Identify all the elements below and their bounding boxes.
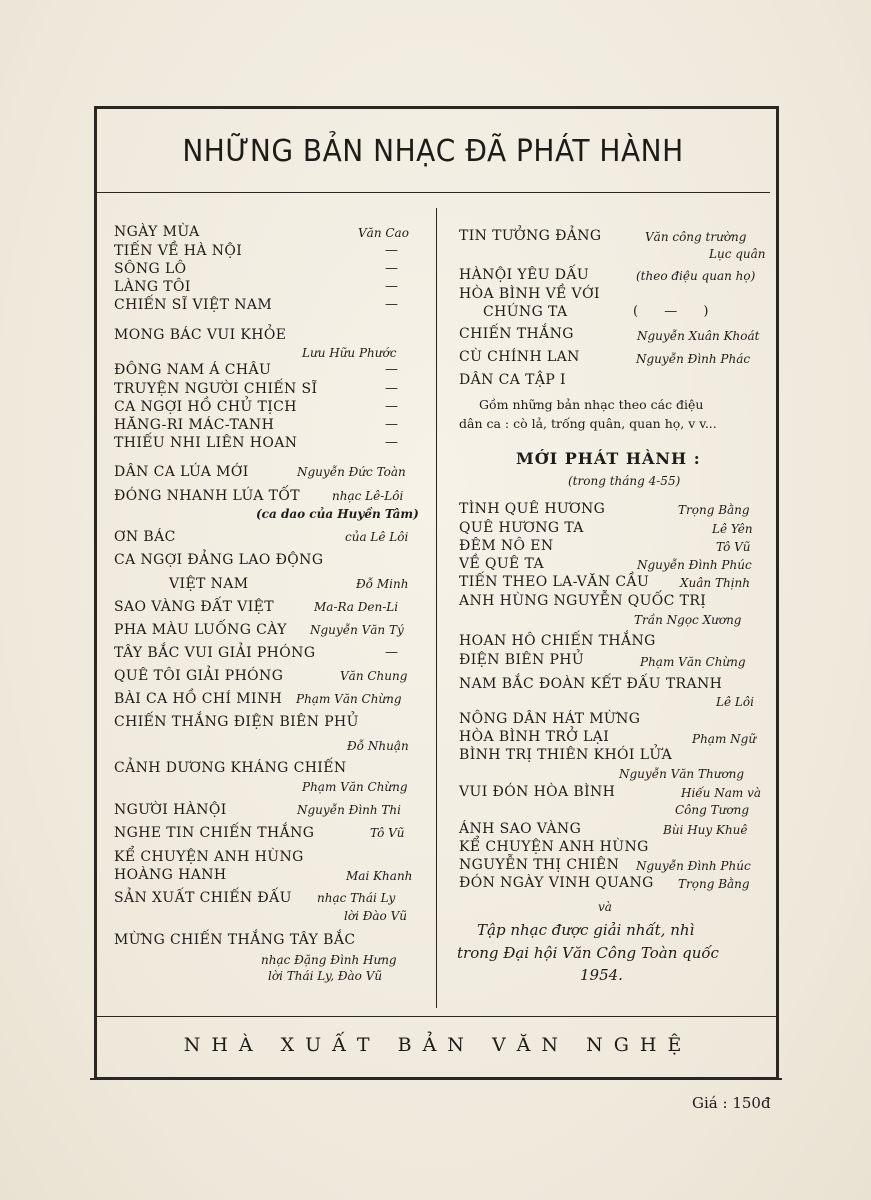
- song-title: NGUYỄN THỊ CHIÊN: [459, 857, 620, 873]
- ditto-mark: —: [385, 243, 398, 258]
- song-title: ĐÔNG NAM Á CHÂU: [114, 362, 272, 378]
- song-author: Nguyễn Đức Toàn: [297, 465, 406, 479]
- footer-divider: [96, 1016, 776, 1017]
- song-title: NAM BẮC ĐOÀN KẾT ĐẤU TRANH: [459, 676, 723, 692]
- song-title: SÔNG LÔ: [114, 261, 187, 277]
- song-author: Ma-Ra Den-Li: [314, 600, 399, 614]
- song-title: VỀ QUÊ TA: [459, 556, 545, 572]
- closing-note: Tập nhạc được giải nhất, nhì: [477, 921, 695, 939]
- song-author: (theo điệu quan họ): [636, 269, 756, 283]
- song-author: Trần Ngọc Xương: [634, 613, 742, 627]
- song-author: Nguyễn Xuân Khoát: [637, 329, 760, 343]
- song-author: nhạc Thái Ly: [317, 891, 396, 905]
- ditto-mark: —: [385, 435, 398, 450]
- publisher-name: NHÀ XUẤT BẢN VĂN NGHỆ: [183, 1034, 693, 1056]
- song-title: LÀNG TÔI: [114, 279, 191, 295]
- song-title: TÌNH QUÊ HƯƠNG: [459, 501, 606, 517]
- song-title: QUÊ HƯƠNG TA: [459, 520, 584, 536]
- song-author: lời Thái Ly, Đào Vũ: [268, 969, 383, 983]
- song-title: CHÚNG TA: [483, 304, 568, 320]
- description-text: dân ca : cò lả, trống quân, quan họ, v v...: [459, 416, 717, 431]
- page-title: NHỮNG BẢN NHẠC ĐÃ PHÁT HÀNH: [182, 132, 684, 169]
- header-divider: [96, 192, 770, 193]
- song-title: QUÊ TÔI GIẢI PHÓNG: [114, 668, 284, 684]
- song-title: TIẾN THEO LA-VĂN CẦU: [459, 574, 650, 590]
- song-title: TRUYỆN NGƯỜI CHIẾN SĨ: [114, 381, 318, 397]
- song-author: Trọng Bằng: [678, 503, 750, 517]
- song-author: Lưu Hữu Phước: [302, 346, 397, 360]
- song-author: của Lê Lôi: [345, 530, 409, 544]
- song-author: Xuân Thịnh: [680, 576, 750, 590]
- ditto-mark: —: [385, 362, 398, 377]
- song-title: NÔNG DÂN HÁT MỪNG: [459, 711, 641, 727]
- song-author: Nguyễn Đình Thi: [297, 803, 401, 817]
- song-title: ĐÓN NGÀY VINH QUANG: [459, 875, 654, 891]
- footer-bottom-rule: [90, 1078, 782, 1080]
- song-title: TIN TƯỞNG ĐẢNG: [459, 228, 602, 244]
- ditto-mark: —: [385, 297, 398, 312]
- description-text: Gồm những bản nhạc theo các điệu: [479, 397, 704, 412]
- song-title: ÁNH SAO VÀNG: [459, 821, 582, 837]
- song-author: Nguyễn Văn Tý: [310, 623, 404, 637]
- song-title: NGƯỜI HÀNỘI: [114, 802, 227, 818]
- song-author: Văn Chung: [340, 669, 408, 683]
- closing-note: trong Đại hội Văn Công Toàn quốc: [457, 944, 719, 962]
- song-title: VIỆT NAM: [169, 576, 249, 592]
- song-author: Lục quân: [709, 247, 766, 261]
- ditto-mark: —: [385, 417, 398, 432]
- song-author: Tô Vũ: [370, 826, 405, 840]
- song-title: HOAN HÔ CHIẾN THẮNG: [459, 633, 656, 649]
- song-author: lời Đào Vũ: [344, 909, 407, 923]
- song-author: (ca dao của Huyền Tâm): [256, 507, 419, 521]
- song-author: Phạm Văn Chừng: [640, 655, 746, 669]
- song-title: CẢNH DƯƠNG KHÁNG CHIẾN: [114, 760, 347, 776]
- new-releases-heading: MỚI PHÁT HÀNH :: [516, 449, 701, 468]
- song-title: HĂNG-RI MÁC-TANH: [114, 417, 275, 433]
- song-title: THIẾU NHI LIÊN HOAN: [114, 435, 298, 451]
- song-title: TÂY BẮC VUI GIẢI PHÓNG: [114, 645, 316, 661]
- song-title: SAO VÀNG ĐẤT VIỆT: [114, 599, 274, 615]
- song-title: ĐIỆN BIÊN PHỦ: [459, 652, 585, 668]
- song-title: BÌNH TRỊ THIÊN KHÓI LỬA: [459, 747, 673, 763]
- closing-note: 1954.: [580, 966, 623, 984]
- ditto-mark: —: [385, 399, 398, 414]
- song-title: ĐÓNG NHANH LÚA TỐT: [114, 488, 300, 504]
- song-title: HÀNỘI YÊU DẤU: [459, 267, 590, 283]
- song-title: HOÀNG HANH: [114, 867, 227, 883]
- song-title: KỂ CHUYỆN ANH HÙNG: [114, 849, 304, 865]
- song-author: Đỗ Minh: [356, 577, 409, 591]
- song-author: Lê Lôi: [716, 695, 754, 709]
- closing-and: và: [598, 900, 612, 914]
- song-author: Công Tương: [675, 803, 749, 817]
- song-author: Bùi Huy Khuê: [663, 823, 748, 837]
- song-title: CHIẾN THẮNG ĐIỆN BIÊN PHỦ: [114, 714, 359, 730]
- song-title: MỪNG CHIẾN THẮNG TÂY BẮC: [114, 932, 356, 948]
- song-title: CA NGỢI ĐẢNG LAO ĐỘNG: [114, 552, 324, 568]
- song-author: Lê Yên: [712, 522, 753, 536]
- song-title: CHIẾN THẮNG: [459, 326, 574, 342]
- song-author: Phạm Văn Chừng: [296, 692, 402, 706]
- song-author: Tô Vũ: [716, 540, 751, 554]
- song-author: Văn công trường: [645, 230, 747, 244]
- ditto-mark: —: [385, 261, 398, 276]
- song-title: BÀI CA HỒ CHÍ MINH: [114, 691, 283, 707]
- column-divider: [436, 208, 437, 1008]
- song-author: Nguyễn Đình Phúc: [636, 859, 751, 873]
- price-label: Giá : 150đ: [692, 1094, 771, 1112]
- song-author: nhạc Lê-Lôi: [332, 489, 404, 503]
- song-author: nhạc Đặng Đình Hưng: [261, 953, 397, 967]
- song-title: ĐÊM NÔ EN: [459, 538, 554, 554]
- song-title: KỂ CHUYỆN ANH HÙNG: [459, 839, 649, 855]
- song-title: DÂN CA LÚA MỚI: [114, 464, 249, 480]
- song-author: Nguyễn Đình Phác: [636, 352, 751, 366]
- song-author: Nguyễn Văn Thương: [619, 767, 745, 781]
- ditto-mark: —: [385, 381, 398, 396]
- song-author: Hiếu Nam và: [681, 786, 762, 800]
- song-author: Mai Khanh: [346, 869, 413, 883]
- song-title: HÒA BÌNH TRỞ LẠI: [459, 729, 610, 745]
- song-title: VUI ĐÓN HÒA BÌNH: [459, 784, 616, 800]
- song-author: Phạm Ngữ: [692, 732, 757, 746]
- song-title: CHIẾN SĨ VIỆT NAM: [114, 297, 273, 313]
- ditto-mark: ( — ): [633, 304, 709, 319]
- song-title: CA NGỢI HỒ CHỦ TỊCH: [114, 399, 297, 415]
- ditto-mark: —: [385, 279, 398, 294]
- song-author: Văn Cao: [358, 226, 409, 240]
- song-title: PHA MÀU LUỐNG CÀY: [114, 622, 287, 638]
- song-author: Nguyễn Đình Phúc: [637, 558, 752, 572]
- ditto-mark: —: [385, 645, 398, 660]
- song-author: Phạm Văn Chừng: [302, 780, 408, 794]
- new-releases-date: (trong tháng 4-55): [568, 474, 681, 488]
- song-title: ANH HÙNG NGUYỄN QUỐC TRỊ: [459, 593, 707, 609]
- song-author: Trọng Bằng: [678, 877, 750, 891]
- song-title: DÂN CA TẬP I: [459, 372, 566, 388]
- song-title: TIẾN VỀ HÀ NỘI: [114, 243, 243, 259]
- song-title: SẢN XUẤT CHIẾN ĐẤU: [114, 890, 292, 906]
- song-title: ƠN BÁC: [114, 529, 176, 545]
- song-title: NGHE TIN CHIẾN THẮNG: [114, 825, 315, 841]
- song-title: NGÀY MÙA: [114, 224, 200, 240]
- song-author: Đỗ Nhuận: [347, 739, 409, 753]
- song-title: HÒA BÌNH VỀ VỚI: [459, 286, 600, 302]
- song-title: MONG BÁC VUI KHỎE: [114, 327, 287, 343]
- song-title: CÙ CHÍNH LAN: [459, 349, 580, 365]
